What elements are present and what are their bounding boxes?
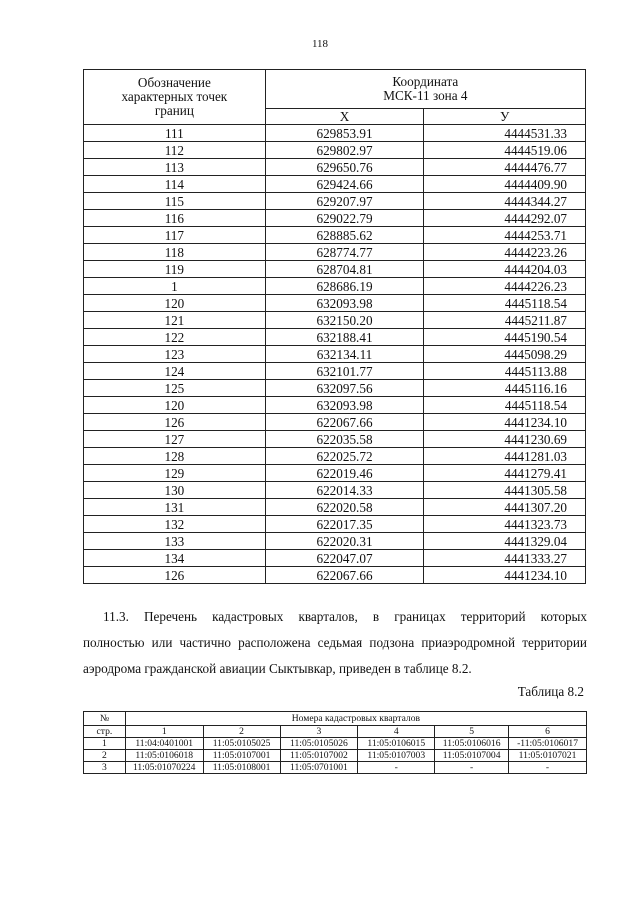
quarter-number-cell: -11:05:0106017	[509, 738, 587, 750]
quarter-number-cell: 11:05:0106016	[435, 738, 509, 750]
point-id-cell: 114	[84, 176, 266, 193]
quarter-number-cell: 11:05:0105025	[203, 738, 280, 750]
points-header: Обозначение характерных точек границ	[84, 70, 266, 125]
quarters-col-header: 6	[509, 726, 587, 738]
point-id-cell: 134	[84, 550, 266, 567]
coords-row	[84, 363, 586, 380]
quarter-number-cell: 11:05:0107021	[509, 750, 587, 762]
coords-row	[84, 533, 586, 550]
y-coordinate-cell: 4444253.71	[424, 227, 586, 244]
coords-row	[84, 159, 586, 176]
x-coordinate-cell: 622019.46	[265, 465, 424, 482]
quarters-col-header: 5	[435, 726, 509, 738]
coords-row	[84, 278, 586, 295]
y-coordinate-cell: 4444531.33	[424, 125, 586, 142]
y-coordinate-cell: 4441230.69	[424, 431, 586, 448]
point-id-cell: 126	[84, 567, 266, 584]
row-number-cell: 1	[84, 738, 126, 750]
y-coordinate-cell: 4444292.07	[424, 210, 586, 227]
coords-row	[84, 142, 586, 159]
quarter-number-cell: 11:05:0107004	[435, 750, 509, 762]
x-coordinate-cell: 632093.98	[265, 295, 424, 312]
x-coordinate-cell: 629207.97	[265, 193, 424, 210]
point-id-cell: 115	[84, 193, 266, 210]
point-id-cell: 120	[84, 295, 266, 312]
point-id-cell: 116	[84, 210, 266, 227]
y-coordinate-cell: 4445118.54	[424, 295, 586, 312]
cadastral-quarters-table	[83, 711, 587, 774]
x-coordinate-cell: 632134.11	[265, 346, 424, 363]
y-coordinate-cell: 4445113.88	[424, 363, 586, 380]
point-id-cell: 118	[84, 244, 266, 261]
y-coordinate-cell: 4441234.10	[424, 567, 586, 584]
quarter-number-cell: 11:05:0701001	[280, 762, 358, 774]
y-coordinate-cell: 4441323.73	[424, 516, 586, 533]
x-coordinate-cell: 629853.91	[265, 125, 424, 142]
x-coordinate-cell: 622067.66	[265, 414, 424, 431]
y-coordinate-cell: 4441234.10	[424, 414, 586, 431]
point-id-cell: 121	[84, 312, 266, 329]
quarter-number-cell: -	[358, 762, 435, 774]
point-id-cell: 124	[84, 363, 266, 380]
point-id-cell: 125	[84, 380, 266, 397]
x-coordinate-cell: 622047.07	[265, 550, 424, 567]
quarters-col-header: 4	[358, 726, 435, 738]
point-id-cell: 1	[84, 278, 266, 295]
point-id-cell: 131	[84, 499, 266, 516]
coords-row	[84, 193, 586, 210]
y-coordinate-cell: 4444223.26	[424, 244, 586, 261]
point-id-cell: 126	[84, 414, 266, 431]
quarter-number-cell: 11:05:01070224	[125, 762, 203, 774]
coordinates-table	[83, 69, 586, 584]
y-coordinate-cell: 4441329.04	[424, 533, 586, 550]
coords-row	[84, 397, 586, 414]
x-coordinate-cell: 628885.62	[265, 227, 424, 244]
coordinate-label: Координата	[392, 74, 459, 89]
coords-row	[84, 329, 586, 346]
point-id-cell: 119	[84, 261, 266, 278]
coords-row	[84, 516, 586, 533]
point-id-cell: 128	[84, 448, 266, 465]
point-id-cell: 132	[84, 516, 266, 533]
coords-row	[84, 210, 586, 227]
point-id-cell: 120	[84, 397, 266, 414]
coords-row	[84, 295, 586, 312]
quarters-row	[84, 750, 587, 762]
y-coordinate-cell: 4445118.54	[424, 397, 586, 414]
x-coordinate-cell: 632097.56	[265, 380, 424, 397]
y-header: У	[424, 109, 586, 125]
coords-row	[84, 346, 586, 363]
coords-row	[84, 380, 586, 397]
x-coordinate-cell: 629022.79	[265, 210, 424, 227]
quarter-number-cell: 11:05:0105026	[280, 738, 358, 750]
point-id-cell: 111	[84, 125, 266, 142]
coords-row	[84, 176, 586, 193]
point-id-cell: 129	[84, 465, 266, 482]
y-coordinate-cell: 4441281.03	[424, 448, 586, 465]
x-coordinate-cell: 632093.98	[265, 397, 424, 414]
x-coordinate-cell: 622020.58	[265, 499, 424, 516]
point-id-cell: 123	[84, 346, 266, 363]
coords-row	[84, 550, 586, 567]
x-coordinate-cell: 629424.66	[265, 176, 424, 193]
paragraph-line-2: полностью или частично расположена седьмая подзона приаэродромной территории	[83, 635, 587, 650]
coords-row	[84, 465, 586, 482]
y-coordinate-cell: 4444519.06	[424, 142, 586, 159]
x-coordinate-cell: 629650.76	[265, 159, 424, 176]
y-coordinate-cell: 4441333.27	[424, 550, 586, 567]
point-id-cell: 130	[84, 482, 266, 499]
point-id-cell: 127	[84, 431, 266, 448]
row-number-cell: 3	[84, 762, 126, 774]
y-coordinate-cell: 4445190.54	[424, 329, 586, 346]
point-id-cell: 113	[84, 159, 266, 176]
point-id-cell: 117	[84, 227, 266, 244]
coords-row	[84, 567, 586, 584]
x-coordinate-cell: 622035.58	[265, 431, 424, 448]
paragraph-line-1: 11.3. Перечень кадастровых кварталов, в границах территорий которых	[103, 609, 587, 624]
y-coordinate-cell: 4441279.41	[424, 465, 586, 482]
x-coordinate-cell: 622067.66	[265, 567, 424, 584]
x-coordinate-cell: 632188.41	[265, 329, 424, 346]
quarter-number-cell: 11:04:0401001	[125, 738, 203, 750]
coords-row	[84, 227, 586, 244]
y-coordinate-cell: 4445098.29	[424, 346, 586, 363]
x-coordinate-cell: 628774.77	[265, 244, 424, 261]
row-number-cell: 2	[84, 750, 126, 762]
y-coordinate-cell: 4441307.20	[424, 499, 586, 516]
y-coordinate-cell: 4441305.58	[424, 482, 586, 499]
quarter-number-cell: 11:05:0108001	[203, 762, 280, 774]
x-coordinate-cell: 628704.81	[265, 261, 424, 278]
quarter-number-cell: 11:05:0107001	[203, 750, 280, 762]
quarters-col-header: 3	[280, 726, 358, 738]
coords-row	[84, 499, 586, 516]
y-coordinate-cell: 4445116.16	[424, 380, 586, 397]
point-id-cell: 112	[84, 142, 266, 159]
quarters-col-header: 2	[203, 726, 280, 738]
table-caption: Таблица 8.2	[517, 684, 584, 699]
quarter-number-cell: -	[509, 762, 587, 774]
quarter-number-cell: -	[435, 762, 509, 774]
quarter-number-cell: 11:05:0106018	[125, 750, 203, 762]
y-coordinate-cell: 4444226.23	[424, 278, 586, 295]
no-header: №	[84, 712, 126, 726]
x-coordinate-cell: 632101.77	[265, 363, 424, 380]
y-coordinate-cell: 4444204.03	[424, 261, 586, 278]
paragraph-quarters	[83, 604, 587, 682]
coords-row	[84, 312, 586, 329]
page-number: 118	[311, 38, 329, 50]
coords-row	[84, 414, 586, 431]
x-coordinate-cell: 629802.97	[265, 142, 424, 159]
quarters-row	[84, 738, 587, 750]
point-id-cell: 133	[84, 533, 266, 550]
coords-row	[84, 448, 586, 465]
coords-row	[84, 482, 586, 499]
x-coordinate-cell: 628686.19	[265, 278, 424, 295]
coordinate-header	[265, 70, 585, 109]
x-coordinate-cell: 622014.33	[265, 482, 424, 499]
x-coordinate-cell: 622025.72	[265, 448, 424, 465]
quarter-number-cell: 11:05:0107003	[358, 750, 435, 762]
x-header: X	[265, 109, 424, 125]
y-coordinate-cell: 4444409.90	[424, 176, 586, 193]
x-coordinate-cell: 622017.35	[265, 516, 424, 533]
quarter-number-cell: 11:05:0107002	[280, 750, 358, 762]
quarters-row	[84, 762, 587, 774]
x-coordinate-cell: 632150.20	[265, 312, 424, 329]
y-coordinate-cell: 4445211.87	[424, 312, 586, 329]
cadastral-quarters-table-body	[84, 738, 587, 774]
y-coordinate-cell: 4444476.77	[424, 159, 586, 176]
y-coordinate-cell: 4444344.27	[424, 193, 586, 210]
coords-row	[84, 125, 586, 142]
coordinates-table-body	[84, 125, 586, 584]
coords-row	[84, 261, 586, 278]
quarters-title-header: Номера кадастровых кварталов	[125, 712, 586, 726]
quarters-col-header: 1	[125, 726, 203, 738]
coordinate-system-label: МСК-11 зона 4	[383, 88, 468, 103]
quarter-number-cell: 11:05:0106015	[358, 738, 435, 750]
x-coordinate-cell: 622020.31	[265, 533, 424, 550]
coords-row	[84, 244, 586, 261]
coords-row	[84, 431, 586, 448]
row-label-header: стр.	[84, 726, 126, 738]
point-id-cell: 122	[84, 329, 266, 346]
paragraph-line-3: аэродрома гражданской авиации Сыктывкар, приведен в таблице 8.2.	[83, 661, 472, 676]
